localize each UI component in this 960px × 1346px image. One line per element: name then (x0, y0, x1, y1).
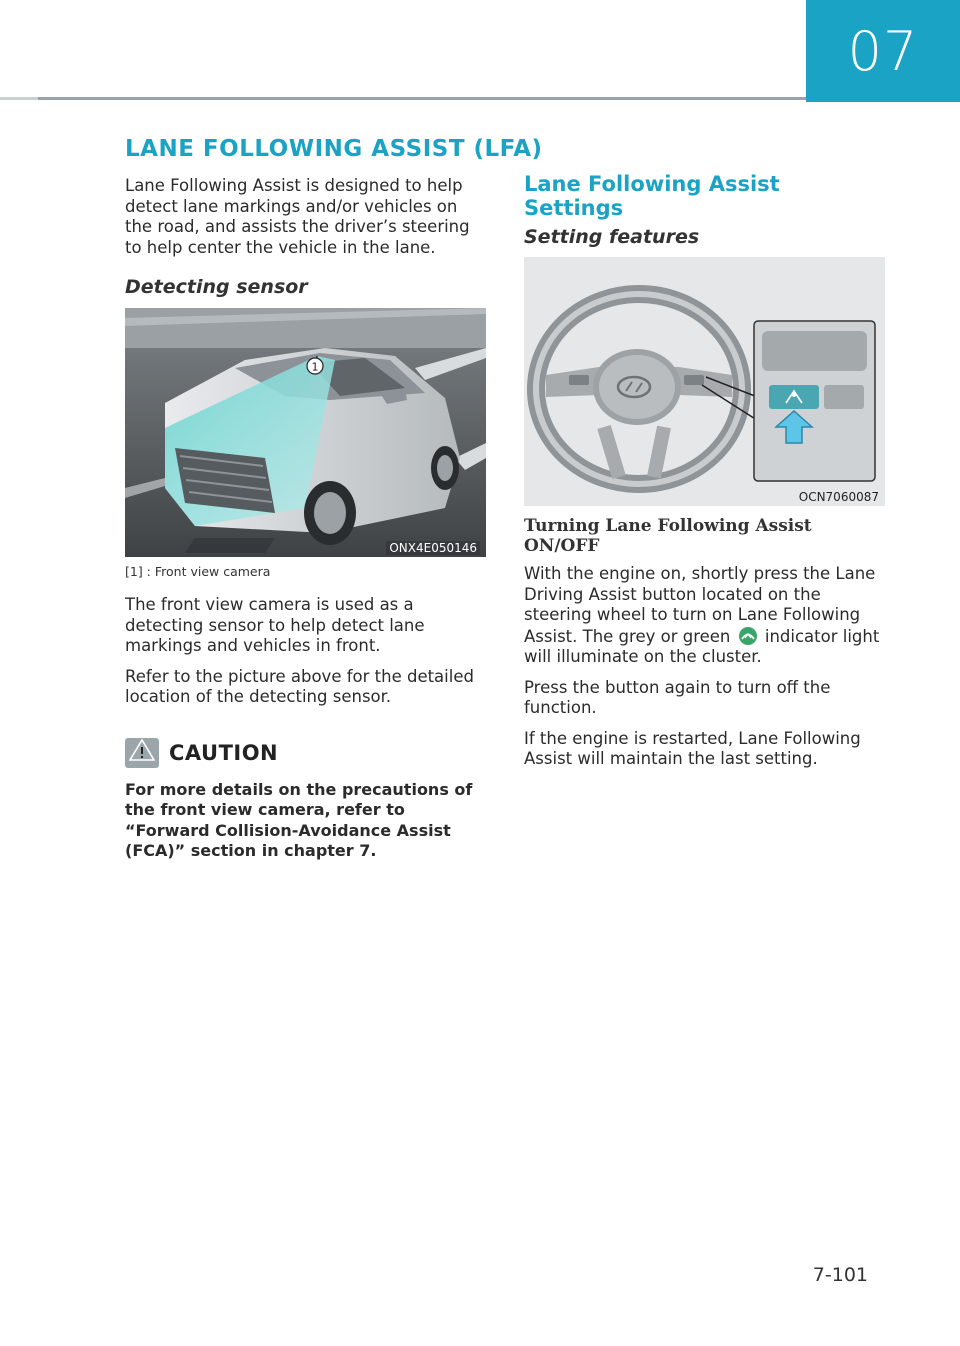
intro-paragraph: Lane Following Assist is designed to help detect lane markings and/or vehicles on the road, and assists the driver’s steering to help center the vehicle in the lane. (125, 176, 470, 257)
onoff-paragraph-1 (524, 564, 886, 668)
figure-code-right: OCN7060087 (798, 490, 879, 504)
left-column (125, 176, 487, 862)
right-column (524, 172, 886, 780)
figure-caption: [1] : Front view camera (125, 564, 271, 579)
sensor-paragraph-1: The front view camera is used as a detecting sensor to help detect lane markings and vehicles in front. (125, 595, 425, 655)
chapter-tab: 07 (806, 0, 960, 102)
onoff-paragraph-1-start: With the engine on, shortly press the Lane Driving Assist button located on the steering wheel to turn on Lane Following Assist. The grey or green (524, 564, 876, 646)
figure-callout: 1 (311, 360, 319, 374)
lfa-indicator-icon (738, 626, 758, 646)
page-number: 7-101 (812, 1264, 868, 1286)
caution-header (125, 738, 487, 768)
header-rule-accent (0, 97, 38, 100)
onoff-heading: Turning Lane Following Assist ON/OFF (524, 516, 812, 556)
onoff-paragraph-3: If the engine is restarted, Lane Following Assist will maintain the last setting. (524, 728, 861, 768)
warning-triangle-icon (125, 738, 159, 768)
onoff-paragraph-2: Press the button again to turn off the function. (524, 677, 831, 717)
settings-heading: Lane Following Assist Settings (524, 172, 780, 220)
steering-wheel-figure (524, 257, 885, 506)
onoff-paragraph-1-end: indicator light will illuminate on the cluster. (524, 626, 880, 666)
detecting-sensor-heading: Detecting sensor (125, 276, 308, 298)
caution-text: For more details on the precautions of the front view camera, refer to “Forward Collision-Avoidance Assist (FCA)” section in chapter 7. (125, 779, 473, 860)
sensor-paragraph-2: Refer to the picture above for the detailed location of the detecting sensor. (125, 666, 474, 706)
setting-features-heading: Setting features (524, 226, 700, 248)
vehicle-camera-figure (125, 308, 486, 557)
vehicle-illustration (125, 308, 486, 557)
caution-label: CAUTION (169, 740, 279, 765)
steering-wheel-illustration (524, 257, 885, 506)
figure-code: ONX4E050146 (386, 541, 480, 555)
page-title: LANE FOLLOWING ASSIST (LFA) (125, 136, 543, 162)
header-rule (0, 97, 806, 100)
